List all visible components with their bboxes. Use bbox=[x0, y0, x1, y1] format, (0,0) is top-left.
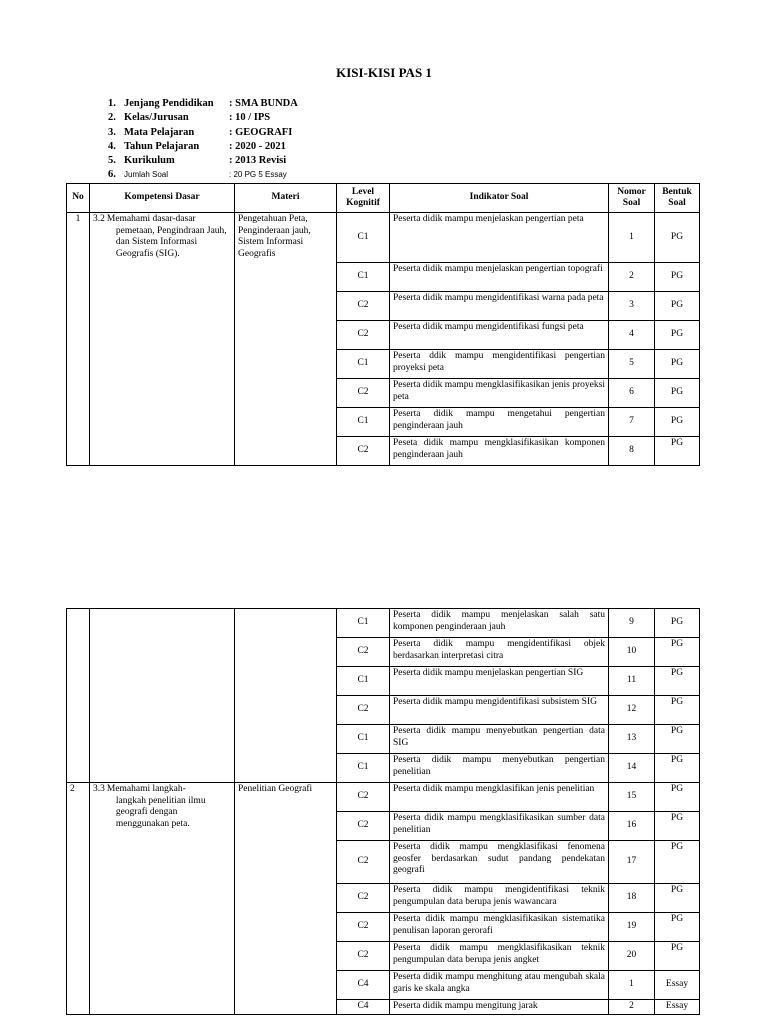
table-header-row bbox=[67, 184, 700, 213]
indikator-soal-cell: Peserta didik mampu menyebutkan pengertian data SIG bbox=[390, 725, 609, 754]
indikator-soal-cell: Peserta didik mampu mengklasifikan jenis penelitian bbox=[390, 783, 609, 812]
nomor-soal-cell: 17 bbox=[609, 841, 655, 884]
info-label: Kurikulum bbox=[124, 155, 175, 167]
bentuk-soal-cell: PG bbox=[655, 841, 700, 884]
kd-number: 3.2 bbox=[93, 214, 105, 224]
level-kognitif-cell: C2 bbox=[337, 696, 390, 725]
header-level-kognitif: Level Kognitif bbox=[337, 184, 390, 213]
bentuk-soal-cell: PG bbox=[655, 263, 700, 292]
materi-cell: Pengetahuan Peta, Penginderaan jauh, Sistem Informasi Geografis bbox=[235, 213, 337, 466]
indikator-soal-cell: Peserta didik mampu mengidentifikasi warna pada peta bbox=[390, 292, 609, 321]
bentuk-soal-cell: PG bbox=[655, 725, 700, 754]
bentuk-soal-cell: Essay bbox=[655, 971, 700, 1000]
kd-wrap bbox=[93, 214, 231, 260]
level-kognitif-cell: C1 bbox=[337, 609, 390, 638]
info-num: 6. bbox=[108, 169, 116, 181]
bentuk-soal-cell: PG bbox=[655, 638, 700, 667]
kd-wrap bbox=[93, 784, 231, 830]
bentuk-soal-cell: PG bbox=[655, 408, 700, 437]
info-row bbox=[108, 168, 298, 182]
info-value: : SMA BUNDA bbox=[229, 98, 298, 109]
bentuk-soal-cell: PG bbox=[655, 609, 700, 638]
header-no: No bbox=[67, 184, 90, 213]
info-row bbox=[108, 111, 298, 125]
info-num: 3. bbox=[108, 126, 116, 138]
info-label: Jenjang Pendidikan bbox=[124, 98, 214, 109]
level-kognitif-cell: C4 bbox=[337, 971, 390, 1000]
level-kognitif-cell: C2 bbox=[337, 638, 390, 667]
bentuk-soal-cell: PG bbox=[655, 321, 700, 350]
kd-text-first: Memahami dasar-dasar bbox=[106, 214, 196, 224]
bentuk-soal-cell: PG bbox=[655, 754, 700, 783]
level-kognitif-cell: C4 bbox=[337, 1000, 390, 1015]
nomor-soal-cell: 18 bbox=[609, 884, 655, 913]
nomor-soal-cell: 2 bbox=[609, 263, 655, 292]
bentuk-soal-cell: PG bbox=[655, 812, 700, 841]
level-kognitif-cell: C1 bbox=[337, 725, 390, 754]
nomor-soal-cell: 7 bbox=[609, 408, 655, 437]
nomor-soal-cell: 14 bbox=[609, 754, 655, 783]
bentuk-soal-cell: Essay bbox=[655, 1000, 700, 1015]
indikator-soal-cell: Peserta didik mampu mengklasifikasi fenomena geosfer berdasarkan sudut pandang pendekatan geografi bbox=[390, 841, 609, 884]
indikator-soal-cell: Peserta didik mampu mengidentifikasi fungsi peta bbox=[390, 321, 609, 350]
bentuk-soal-cell: PG bbox=[655, 437, 700, 466]
level-kognitif-cell: C2 bbox=[337, 812, 390, 841]
header-nomor-soal: Nomor Soal bbox=[609, 184, 655, 213]
info-row bbox=[108, 126, 298, 140]
header-bentuk-soal: Bentuk Soal bbox=[655, 184, 700, 213]
indikator-soal-cell: Peserta ddik mampu mengidentifikasi pengertian proyeksi peta bbox=[390, 350, 609, 379]
document-title: KISI-KISI PAS 1 bbox=[336, 65, 432, 80]
level-kognitif-cell: C2 bbox=[337, 942, 390, 971]
nomor-soal-cell: 4 bbox=[609, 321, 655, 350]
info-label: Tahun Pelajaran bbox=[124, 140, 200, 152]
info-value: : 20 PG 5 Essay bbox=[229, 170, 287, 180]
row-number-cell bbox=[67, 609, 90, 783]
kompetensi-dasar-cell bbox=[90, 213, 235, 466]
bentuk-soal-cell: PG bbox=[655, 667, 700, 696]
info-num: 2. bbox=[108, 112, 116, 124]
nomor-soal-cell: 5 bbox=[609, 350, 655, 379]
indikator-soal-cell: Peserta didik mampu mengklasifikasikan teknik pengumpulan data berupa jenis angket bbox=[390, 942, 609, 971]
level-kognitif-cell: C2 bbox=[337, 379, 390, 408]
bentuk-soal-cell: PG bbox=[655, 696, 700, 725]
level-kognitif-cell: C1 bbox=[337, 350, 390, 379]
level-kognitif-cell: C1 bbox=[337, 754, 390, 783]
nomor-soal-cell: 8 bbox=[609, 437, 655, 466]
info-label: Mata Pelajaran bbox=[124, 126, 195, 138]
indikator-soal-cell: Peserta didik mampu mengidentifikasi subsistem SIG bbox=[390, 696, 609, 725]
info-value: : 10 / IPS bbox=[229, 112, 271, 124]
nomor-soal-cell: 10 bbox=[609, 638, 655, 667]
info-num: 1. bbox=[108, 98, 116, 109]
indikator-soal-cell: Peserta didik mampu menyebutkan pengertian penelitian bbox=[390, 754, 609, 783]
kd-text-rest: langkah penelitian ilmu geografi dengan menggunakan peta. bbox=[115, 795, 206, 829]
kisi-table-page-1 bbox=[66, 183, 700, 466]
indikator-soal-cell: Peseta didik mampu mengklasifikasikan komponen penginderaan jauh bbox=[390, 437, 609, 466]
info-value: : GEOGRAFI bbox=[229, 126, 293, 138]
indikator-soal-cell: Peserta didik mampu menghitung atau mengubah skala garis ke skala angka bbox=[390, 971, 609, 1000]
table-body bbox=[67, 213, 700, 466]
header-indikator-soal: Indikator Soal bbox=[390, 184, 609, 213]
header-kompetensi-dasar: Kompetensi Dasar bbox=[90, 184, 235, 213]
table-row bbox=[67, 783, 700, 812]
level-kognitif-cell: C1 bbox=[337, 667, 390, 696]
table-row bbox=[67, 609, 700, 638]
bentuk-soal-cell: PG bbox=[655, 213, 700, 263]
info-row bbox=[108, 97, 298, 111]
level-kognitif-cell: C1 bbox=[337, 408, 390, 437]
row-number-cell: 2 bbox=[67, 783, 90, 1015]
level-kognitif-cell: C1 bbox=[337, 263, 390, 292]
kompetensi-dasar-cell bbox=[90, 783, 235, 1015]
document-info bbox=[108, 97, 298, 183]
level-kognitif-cell: C1 bbox=[337, 213, 390, 263]
nomor-soal-cell: 12 bbox=[609, 696, 655, 725]
nomor-soal-cell: 20 bbox=[609, 942, 655, 971]
bentuk-soal-cell: PG bbox=[655, 292, 700, 321]
indikator-soal-cell: Peserta didik mampu mengklasifikasikan jenis proyeksi peta bbox=[390, 379, 609, 408]
table-body bbox=[67, 609, 700, 1015]
level-kognitif-cell: C2 bbox=[337, 783, 390, 812]
bentuk-soal-cell: PG bbox=[655, 783, 700, 812]
kd-text bbox=[107, 214, 231, 260]
materi-cell bbox=[235, 609, 337, 783]
indikator-soal-cell: Peserta didik mampu mengidentifikasi teknik pengumpulan data berupa jenis wawancara bbox=[390, 884, 609, 913]
table-row bbox=[67, 213, 700, 263]
info-num: 5. bbox=[108, 155, 116, 167]
bentuk-soal-cell: PG bbox=[655, 913, 700, 942]
kd-text-first: Memahami langkah- bbox=[106, 784, 186, 794]
indikator-soal-cell: Peserta didik mampu mengitung jarak bbox=[390, 1000, 609, 1015]
bentuk-soal-cell: PG bbox=[655, 350, 700, 379]
nomor-soal-cell: 9 bbox=[609, 609, 655, 638]
kd-text bbox=[107, 784, 231, 830]
indikator-soal-cell: Peserta didik mampu menjelaskan pengertian SIG bbox=[390, 667, 609, 696]
nomor-soal-cell: 19 bbox=[609, 913, 655, 942]
bentuk-soal-cell: PG bbox=[655, 942, 700, 971]
info-label: Jumlah Soal bbox=[124, 170, 169, 180]
nomor-soal-cell: 11 bbox=[609, 667, 655, 696]
indikator-soal-cell: Peserta didik mampu mengklasifikasikan sumber data penelitian bbox=[390, 812, 609, 841]
materi-cell: Penelitian Geografi bbox=[235, 783, 337, 1015]
row-number-cell: 1 bbox=[67, 213, 90, 466]
indikator-soal-cell: Peserta didik mampu menjelaskan pengertian topografi bbox=[390, 263, 609, 292]
nomor-soal-cell: 15 bbox=[609, 783, 655, 812]
kd-number: 3.3 bbox=[93, 784, 105, 794]
info-value: : 2013 Revisi bbox=[229, 155, 287, 167]
bentuk-soal-cell: PG bbox=[655, 884, 700, 913]
kompetensi-dasar-cell bbox=[90, 609, 235, 783]
nomor-soal-cell: 2 bbox=[609, 1000, 655, 1015]
info-row bbox=[108, 154, 298, 168]
indikator-soal-cell: Peserta didik mampu mengidentifikasi objek berdasarkan interpretasi citra bbox=[390, 638, 609, 667]
info-value: : 2020 - 2021 bbox=[229, 140, 286, 152]
nomor-soal-cell: 3 bbox=[609, 292, 655, 321]
nomor-soal-cell: 16 bbox=[609, 812, 655, 841]
level-kognitif-cell: C2 bbox=[337, 321, 390, 350]
nomor-soal-cell: 6 bbox=[609, 379, 655, 408]
nomor-soal-cell: 1 bbox=[609, 213, 655, 263]
header-materi: Materi bbox=[235, 184, 337, 213]
level-kognitif-cell: C2 bbox=[337, 841, 390, 884]
indikator-soal-cell: Peserta didik mampu menjelaskan salah satu komponen penginderaan jauh bbox=[390, 609, 609, 638]
level-kognitif-cell: C2 bbox=[337, 884, 390, 913]
info-label: Kelas/Jurusan bbox=[124, 112, 189, 124]
kd-text-rest: pemetaan, Pengindraan Jauh, dan Sistem Informasi Geografis (SIG). bbox=[115, 225, 227, 259]
level-kognitif-cell: C2 bbox=[337, 913, 390, 942]
indikator-soal-cell: Peserta didik mampu menjelaskan pengertian peta bbox=[390, 213, 609, 263]
level-kognitif-cell: C2 bbox=[337, 437, 390, 466]
info-row bbox=[108, 140, 298, 154]
info-num: 4. bbox=[108, 140, 116, 152]
bentuk-soal-cell: PG bbox=[655, 379, 700, 408]
level-kognitif-cell: C2 bbox=[337, 292, 390, 321]
nomor-soal-cell: 13 bbox=[609, 725, 655, 754]
nomor-soal-cell: 1 bbox=[609, 971, 655, 1000]
indikator-soal-cell: Peserta didik mampu mengetahui pengertian penginderaan jauh bbox=[390, 408, 609, 437]
indikator-soal-cell: Peserta didik mampu mengklasifikasikan sistematika penulisan laporan gerorafi bbox=[390, 913, 609, 942]
kisi-table-page-2 bbox=[66, 608, 700, 1015]
